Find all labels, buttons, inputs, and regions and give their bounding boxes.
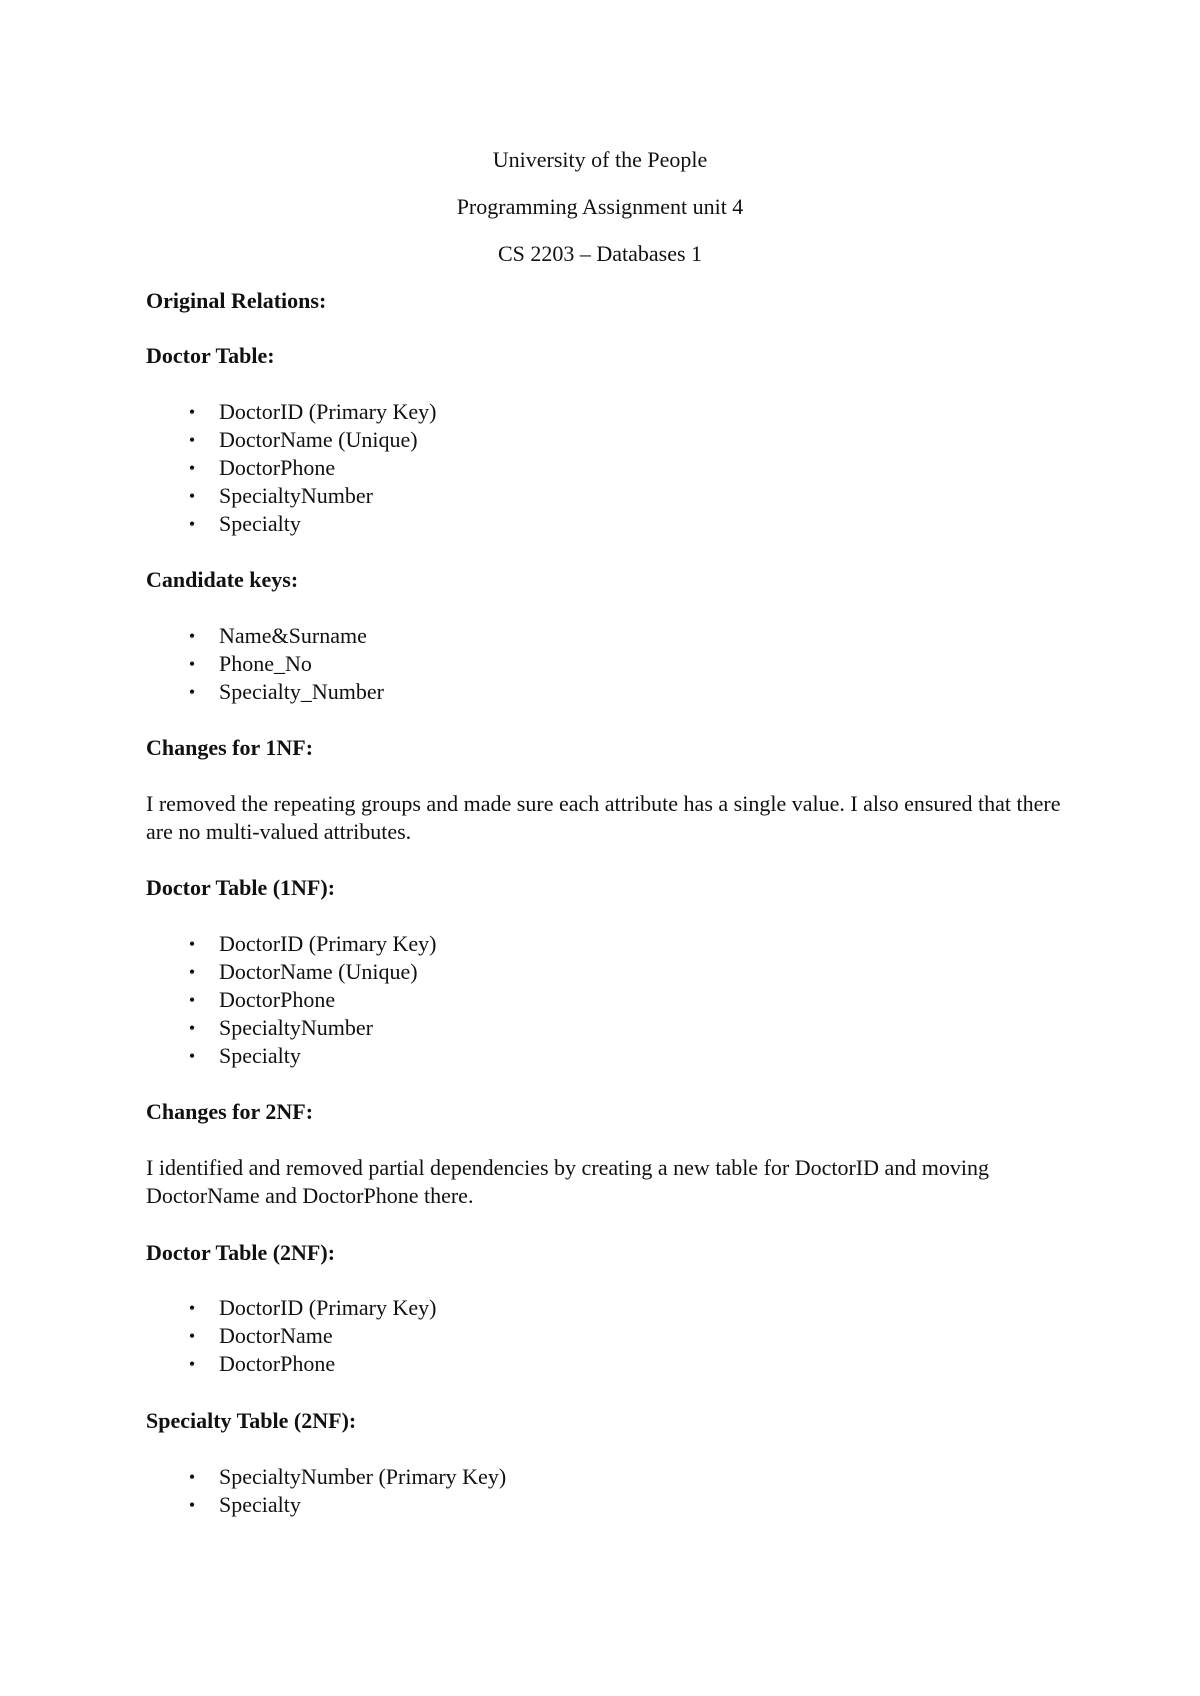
bullet-icon: •: [188, 654, 196, 674]
course-title: CS 2203 – Databases 1: [497, 241, 703, 266]
assignment-title: Programming Assignment unit 4: [456, 194, 744, 219]
list-item: • DoctorID (Primary Key): [146, 1294, 437, 1322]
list-item: • DoctorName: [146, 1322, 437, 1350]
specialty-table-2nf-heading: Specialty Table (2NF):: [146, 1408, 357, 1433]
doctor-table-1nf-attributes: [146, 930, 437, 1070]
list-item: • SpecialtyNumber (Primary Key): [146, 1463, 506, 1491]
bullet-icon: •: [188, 514, 196, 534]
original-relations-heading: Original Relations:: [146, 288, 327, 313]
list-item: • Name&Surname: [146, 622, 384, 650]
bullet-icon: •: [188, 486, 196, 506]
doctor-table-2nf-heading: Doctor Table (2NF):: [146, 1240, 336, 1265]
bullet-icon: •: [188, 990, 196, 1010]
doctor-table-2nf-attributes: [146, 1294, 437, 1378]
changes-1nf-heading: Changes for 1NF:: [146, 735, 314, 760]
list-item: • DoctorName (Unique): [146, 426, 437, 454]
list-item: • DoctorName (Unique): [146, 958, 437, 986]
bullet-icon: •: [188, 1046, 196, 1066]
bullet-icon: •: [188, 1018, 196, 1038]
bullet-icon: •: [188, 626, 196, 646]
bullet-icon: •: [188, 1467, 196, 1487]
list-item: • SpecialtyNumber: [146, 482, 437, 510]
bullet-icon: •: [188, 1298, 196, 1318]
list-item: • DoctorPhone: [146, 1350, 437, 1378]
specialty-table-2nf-attributes: [146, 1463, 506, 1519]
changes-1nf-text: I removed the repeating groups and made sure each attribute has a single value. I also ensured that there are no multi-valued attributes.: [146, 791, 1061, 844]
doctor-table-heading: Doctor Table:: [146, 343, 275, 368]
list-item: • Specialty: [146, 1042, 437, 1070]
bullet-icon: •: [188, 430, 196, 450]
candidate-keys-heading: Candidate keys:: [146, 567, 299, 592]
bullet-icon: •: [188, 682, 196, 702]
doctor-table-1nf-heading: Doctor Table (1NF):: [146, 875, 336, 900]
bullet-icon: •: [188, 1326, 196, 1346]
bullet-icon: •: [188, 962, 196, 982]
candidate-keys-list: [146, 622, 384, 706]
bullet-icon: •: [188, 1495, 196, 1515]
bullet-icon: •: [188, 458, 196, 478]
university-name: University of the People: [492, 147, 708, 172]
list-item: • DoctorID (Primary Key): [146, 930, 437, 958]
changes-2nf-heading: Changes for 2NF:: [146, 1099, 314, 1124]
list-item: • Specialty: [146, 510, 437, 538]
list-item: • DoctorPhone: [146, 986, 437, 1014]
list-item: • DoctorID (Primary Key): [146, 398, 437, 426]
bullet-icon: •: [188, 934, 196, 954]
list-item: • Specialty_Number: [146, 678, 384, 706]
changes-2nf-text: I identified and removed partial dependencies by creating a new table for DoctorID and moving DoctorName and DoctorPhone there.: [146, 1155, 990, 1208]
bullet-icon: •: [188, 1354, 196, 1374]
list-item: • Phone_No: [146, 650, 384, 678]
doctor-table-attributes: [146, 398, 437, 538]
list-item: • DoctorPhone: [146, 454, 437, 482]
list-item: • Specialty: [146, 1491, 506, 1519]
bullet-icon: •: [188, 402, 196, 422]
list-item: • SpecialtyNumber: [146, 1014, 437, 1042]
